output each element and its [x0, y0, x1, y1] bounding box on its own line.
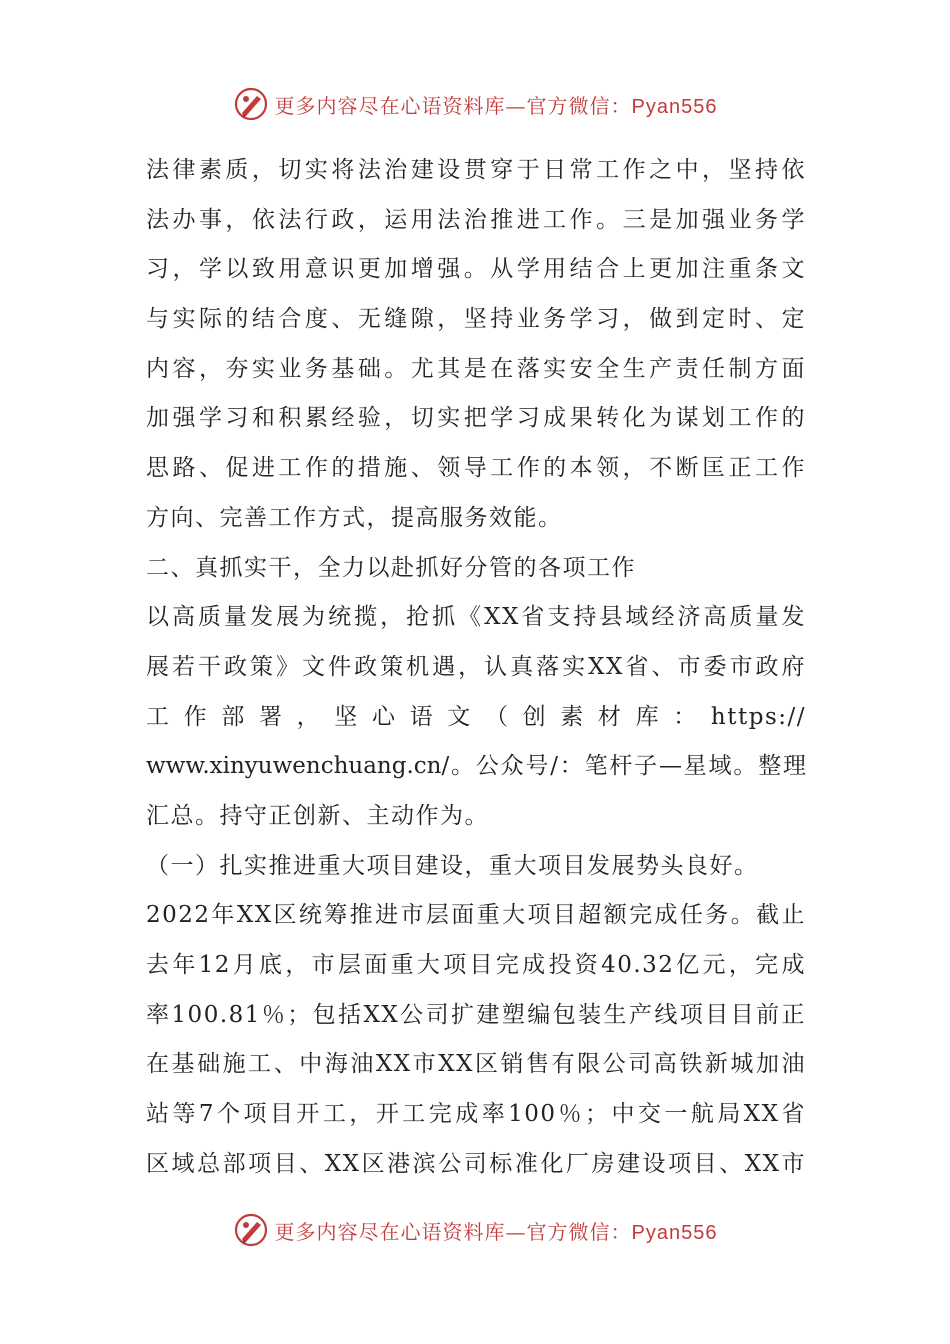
banner-text: 更多内容尽在心语资料库—官方微信：Pyan556 [274, 93, 718, 118]
subsection-heading: （一）扎实推进重大项目建设，重大项目发展势头良好。 [146, 852, 759, 879]
text-line: 法办事，依法行政，运用法治推进工作。三是加强业务学 [146, 206, 806, 233]
text-line: 法律素质，切实将法治建设贯穿于日常工作之中，坚持依 [146, 157, 806, 183]
text-line: 汇总。持守正创新、主动作为。 [146, 802, 489, 829]
text-line: 与实际的结合度、无缝隙，坚持业务学习，做到定时、定 [146, 306, 806, 333]
text-line: 加强学习和积累经验，切实把学习成果转化为谋划工作的 [146, 405, 806, 432]
text-line: 内容，夯实业务基础。尤其是在落实安全生产责任制方面 [146, 355, 806, 382]
text-line: www.xinyuwenchuang.cn/。公众号/：笔杆子—星域。整理 [146, 753, 806, 780]
text-line: 2022年XX区统筹推进市层面重大项目超额完成任务。截止 [146, 902, 806, 929]
banner-text: 更多内容尽在心语资料库—官方微信：Pyan556 [274, 1219, 718, 1244]
text-line: 展若干政策》文件政策机遇，认真落实XX省、市委市政府 [146, 653, 806, 680]
header-watermark-banner [0, 82, 950, 126]
text-line: 去年12月底，市层面重大项目完成投资40.32亿元，完成 [146, 952, 806, 978]
text-line: 习，学以致用意识更加增强。从学用结合上更加注重条文 [146, 256, 806, 283]
footer-watermark-banner [0, 1208, 950, 1252]
text-line: 方向、完善工作方式，提高服务效能。 [146, 504, 563, 531]
text-line: 以高质量发展为统揽，抢抓《XX省支持县域经济高质量发 [146, 604, 806, 631]
document-body [146, 146, 806, 1189]
wechat-id: Pyan556 [631, 95, 718, 118]
text-line: 思路、促进工作的措施、领导工作的本领，不断匡正工作 [146, 455, 806, 482]
text-line: 站等7个项目开工，开工完成率100％；中交一航局XX省 [146, 1101, 806, 1128]
text-line: 工作部署，坚心语文（创素材库：https:// [146, 703, 806, 730]
text-line: 区域总部项目、XX区港滨公司标准化厂房建设项目、XX市 [146, 1150, 806, 1177]
text-line: 在基础施工、中海油XX市XX区销售有限公司高铁新城加油 [146, 1051, 806, 1078]
pen-logo-icon [233, 1212, 269, 1248]
section-heading: 二、真抓实干，全力以赴抓好分管的各项工作 [146, 554, 636, 581]
wechat-id: Pyan556 [631, 1221, 718, 1244]
pen-logo-icon [233, 86, 269, 122]
text-line: 率100.81％；包括XX公司扩建塑编包装生产线项目目前正 [146, 1001, 806, 1028]
